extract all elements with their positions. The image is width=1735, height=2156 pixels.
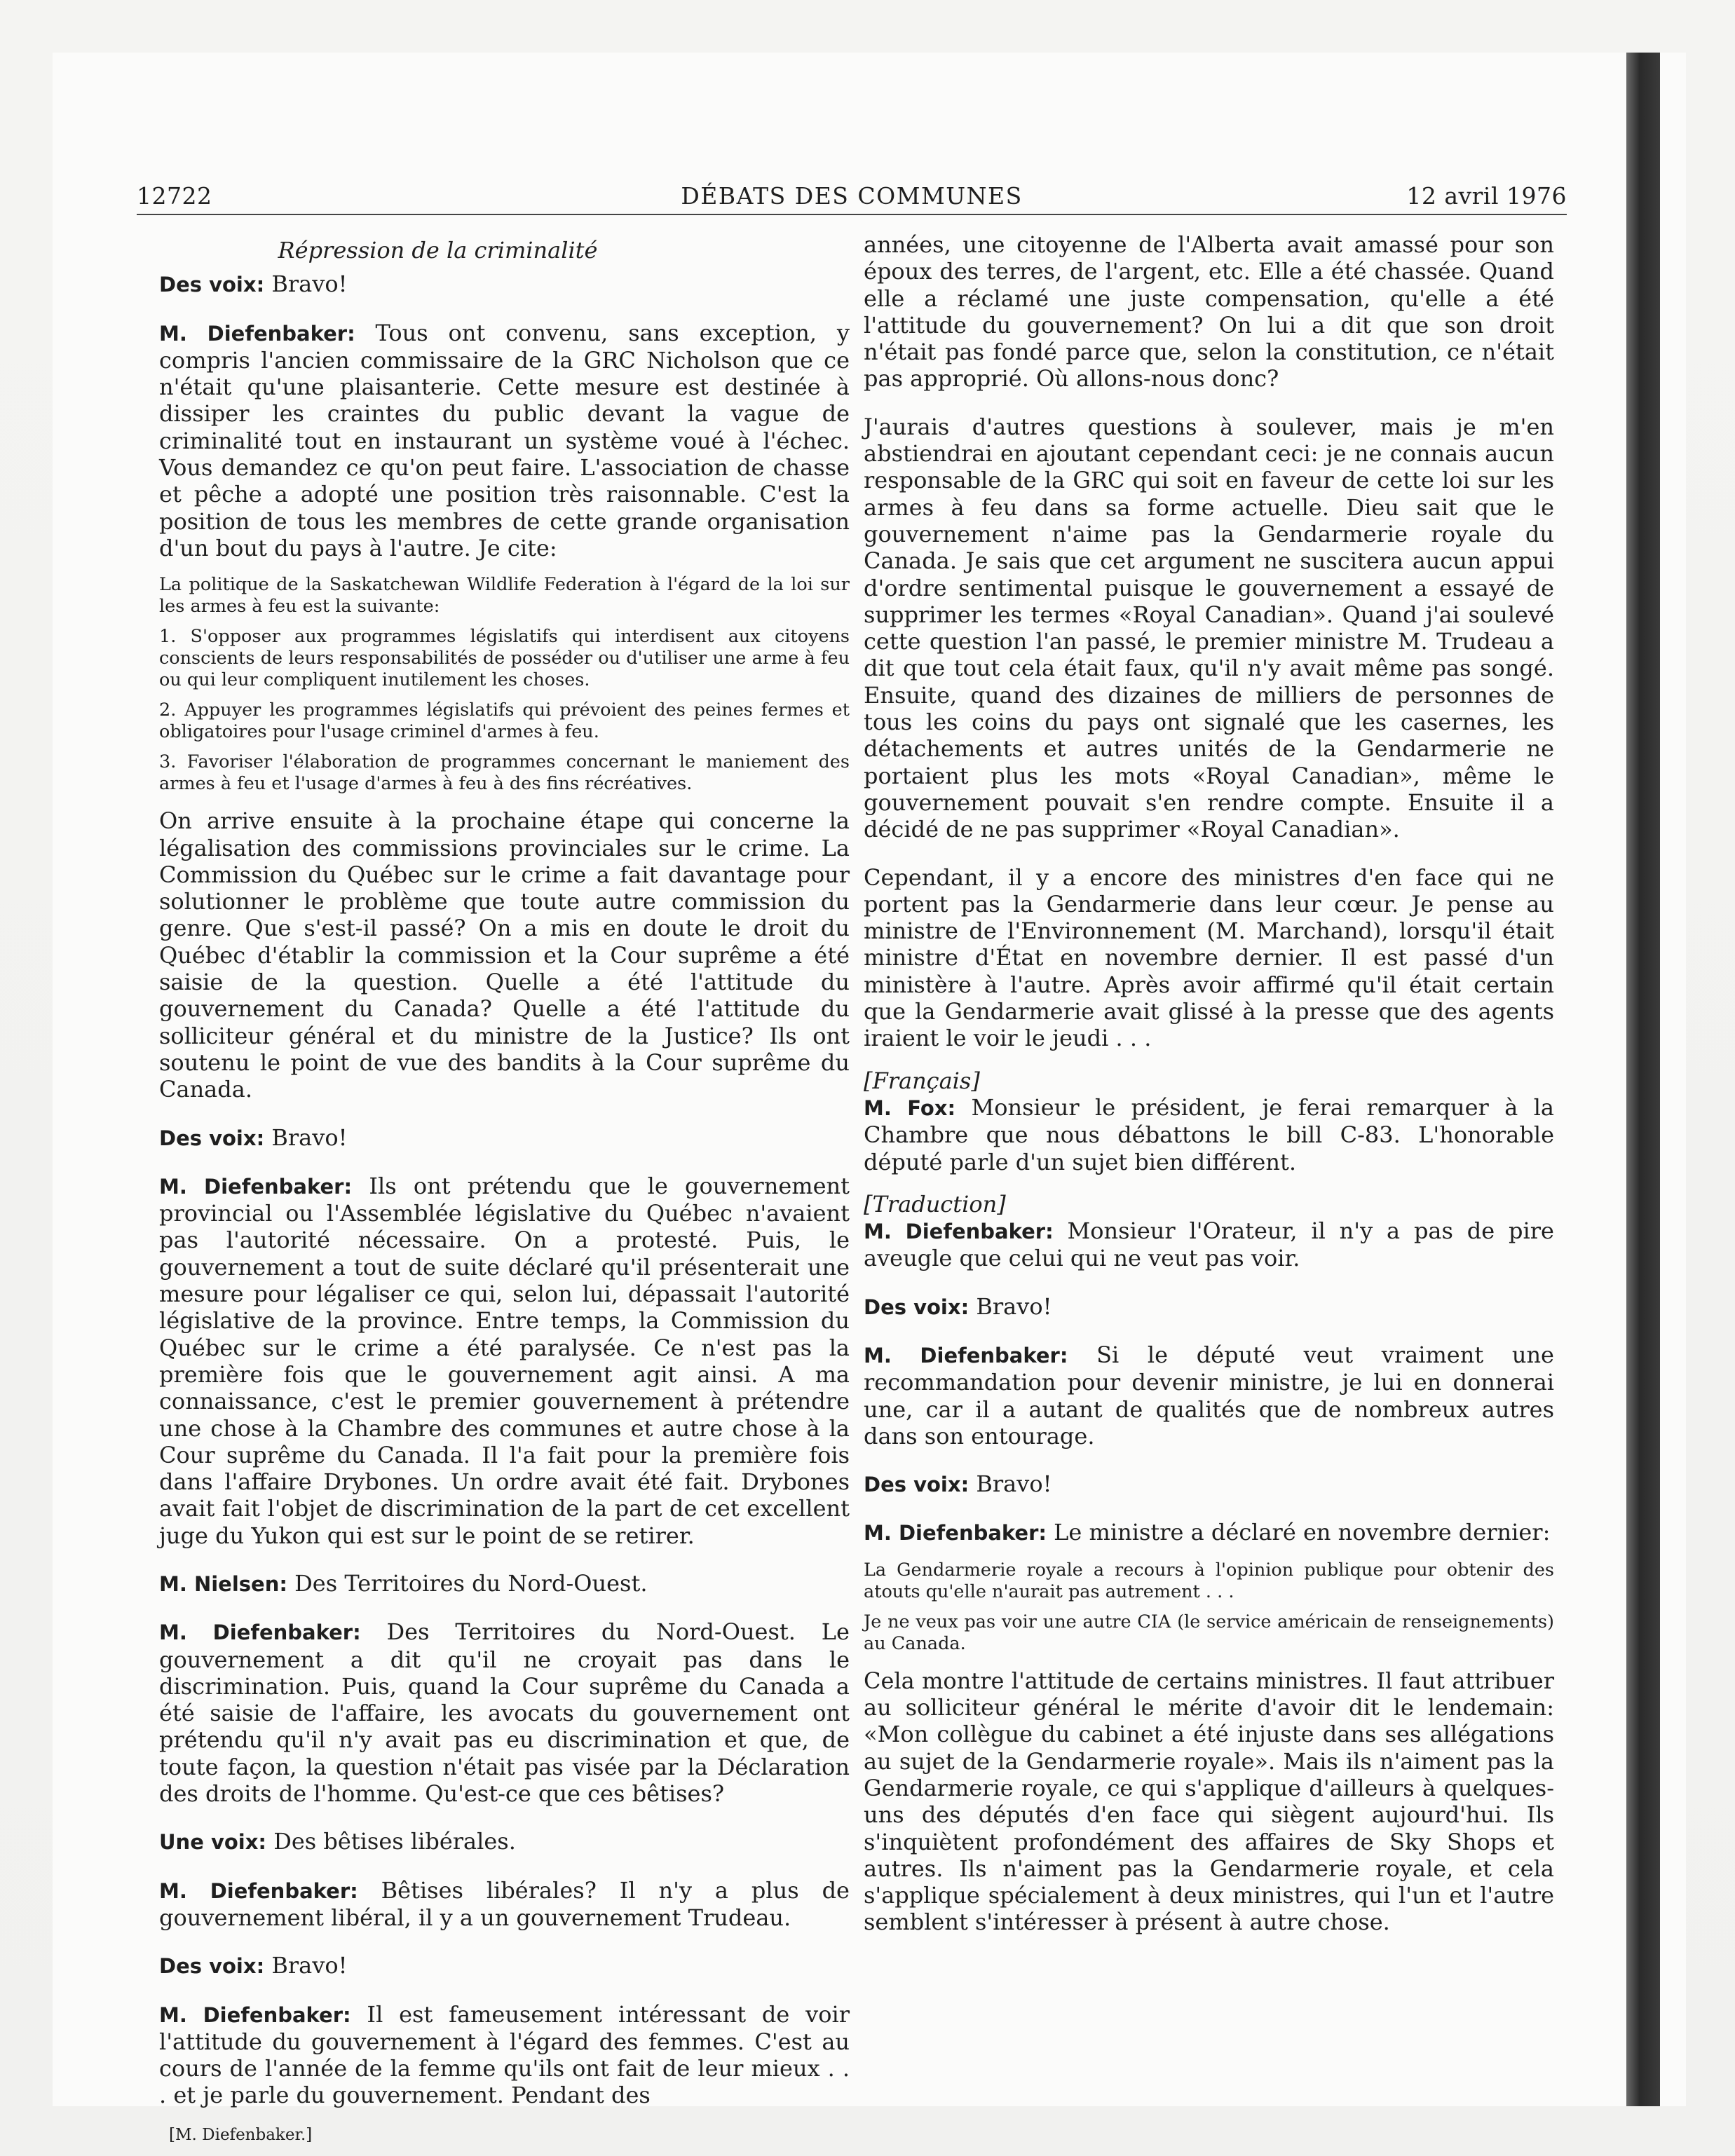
speech-text: Bravo! (264, 271, 348, 298)
speaker-continuation-ref: [M. Diefenbaker.] (169, 2125, 313, 2144)
paragraph (864, 1342, 1554, 1449)
paragraph (864, 1293, 1554, 1321)
speaker-name: M. Diefenbaker: (864, 1343, 1068, 1367)
speech-text: Des Territoires du Nord-Ouest. Le gouvernement a dit qu'il ne croyait pas dans le discrimination. Puis, quand la Cour suprême du Canada a été saisie de l'affaire, les avocats du gouvernement ont prétendu qu'il n'y avait pas eu discrimination et que, de toute façon, la question n'était pas visée par la Déclaration des droits de l'homme. Qu'est-ce que ces bêtises? (159, 1618, 850, 1808)
quote-paragraph: Je ne veux pas voir une autre CIA (le service américain de renseignements) au Canada. (864, 1611, 1554, 1654)
quote-paragraph: La politique de la Saskatchewan Wildlife Federation à l'égard de la loi sur les armes à feu est la suivante: (159, 574, 850, 618)
speech-text: Monsieur l'Orateur, il n'y a pas de pire aveugle que celui qui ne veut pas voir. (864, 1217, 1554, 1272)
speaker-name: Des voix: (864, 1473, 969, 1497)
speaker-name: M. Diefenbaker: (159, 1878, 358, 1903)
paragraph (159, 2001, 850, 2109)
paragraph (159, 1124, 850, 1152)
paragraph (864, 1519, 1554, 1546)
speaker-name: Des voix: (159, 273, 265, 297)
paragraph (159, 1618, 850, 1807)
speaker-name: Des voix: (864, 1295, 969, 1319)
paragraph: On arrive ensuite à la prochaine étape qui concerne la légalisation des commissions provinciales sur le crime. La Commission du Québec sur le crime a fait davantage pour solutionner le problème que toute autre commission du genre. Que s'est-il passé? On a mis en doute le droit du Québec d'établir la commission et la Cour suprême a été saisie de la question. Quelle a été l'attitude du gouvernement du Canada? Quelle a été l'attitude du solliciteur général et du ministre de la Justice? Ils ont soutenu le point de vue des bandits à la Cour suprême du Canada. (159, 807, 850, 1103)
speaker-name: M. Fox: (864, 1096, 956, 1120)
paragraph (159, 1570, 850, 1597)
page-number: 12722 (137, 182, 212, 210)
speech-text: Bravo! (264, 1952, 348, 1979)
paragraph (864, 1471, 1554, 1498)
page-header (137, 179, 1567, 215)
speech-text: Il est fameusement intéressant de voir l'attitude du gouvernement à l'égard des femmes. C'est au cours de l'année de la femme qu'ils ont fait de leur mieux . . . et je parle du gouvernement. Pendant des (159, 2000, 850, 2109)
paragraph: J'aurais d'autres questions à soulever, mais je m'en abstiendrai en ajoutant cependant ceci: je ne connais aucun responsable de la GRC qui soit en faveur de cette loi sur les armes à feu dans sa forme actuelle. Dieu sait que le gouvernement n'aime pas la Gendarmerie royale du Canada. Je sais que cet argument ne suscitera aucun appui d'ordre sentimental puisque le gouvernement a essayé de supprimer les termes «Royal Canadian». Quand j'ai soulevé cette question l'an passé, le premier ministre M. Trudeau a dit que tout cela était faux, qu'il n'y avait même pas songé. Ensuite, quand des dizaines de milliers de personnes de tous les coins du pays ont signalé que les casernes, les détachements et autres unités de la Gendarmerie ne portaient plus les mots «Royal Canadian», même le gouvernement pouvait s'en rendre compte. Ensuite il a décidé de ne pas supprimer «Royal Canadian». (864, 413, 1554, 843)
paragraph (864, 1094, 1554, 1175)
speaker-name: M. Diefenbaker: (159, 1174, 353, 1199)
speech-text: Ils ont prétendu que le gouvernement provincial ou l'Assemblée législative du Québec n'avaient pas l'autorité nécessaire. On a protesté. Puis, le gouvernement a tout de suite déclaré qu'il présenterait une mesure pour légaliser ce qui, selon lui, dépassait l'autorité législative de la province. Entre temps, la Commission du Québec sur le crime a été paralysée. Ce n'est pas la première fois que le gouvernement agit ainsi. A ma connaissance, c'est le premier gouvernement à prétendre une chose à la Chambre des communes et autre chose à la Cour suprême du Canada. Il l'a fait pour la première fois dans l'affaire Drybones. Un ordre avait été fait. Drybones avait fait l'objet de discrimination de la part de cet excellent juge du Yukon qui est sur le point de se retirer. (159, 1172, 850, 1549)
publication-date: 12 avril 1976 (1406, 182, 1567, 210)
speaker-name: M. Diefenbaker: (159, 321, 355, 346)
speech-text: Le ministre a déclaré en novembre dernier: (1047, 1519, 1551, 1546)
speaker-name: Des voix: (159, 1954, 265, 1979)
language-tag: [Français] (864, 1067, 980, 1094)
speaker-name: Des voix: (159, 1126, 265, 1150)
speech-text: Des bêtises libérales. (266, 1828, 516, 1855)
speech-text: Si le député veut vraiment une recommandation pour devenir ministre, je lui en donnerai une, car il a autant de qualités que de nombreux autres dans son entourage. (864, 1341, 1554, 1449)
paragraph (159, 1828, 850, 1855)
paragraph (159, 1877, 850, 1932)
section-title: Répression de la criminalité (278, 237, 598, 264)
quote-paragraph: 2. Appuyer les programmes législatifs qui prévoient des peines fermes et obligatoires pour l'usage criminel d'armes à feu. (159, 700, 850, 743)
paragraph (159, 271, 850, 298)
paragraph (864, 1217, 1554, 1272)
speech-text: Des Territoires du Nord-Ouest. (287, 1569, 648, 1597)
paragraph (159, 1952, 850, 1979)
paragraph: Cela montre l'attitude de certains ministres. Il faut attribuer au solliciteur général le mérite d'avoir dit le lendemain: «Mon collègue du cabinet a été injuste dans ses allégations au sujet de la Gendarmerie royale». Mais ils n'aiment pas la Gendarmerie royale, ce qui s'applique d'ailleurs à quelques-uns des députés d'en face qui siègent aujourd'hui. Ils s'inquiètent profondément des affaires de Sky Shops et autres. Ils n'aiment pas la Gendarmerie royale, et cela s'applique spécialement à deux ministres, qui l'un et l'autre semblent s'intéresser à présent à autre chose. (864, 1667, 1554, 1936)
publication-title: DÉBATS DES COMMUNES (681, 182, 1023, 210)
quote-paragraph: 1. S'opposer aux programmes législatifs qui interdisent aux citoyens conscients de leurs responsabilités de posséder ou d'utiliser une arme à feu ou qui leur compliquent inutilement les choses. (159, 626, 850, 691)
speaker-name: M. Diefenbaker: (159, 2003, 351, 2027)
speaker-name: Une voix: (159, 1830, 267, 1855)
paragraph: années, une citoyenne de l'Alberta avait amassé pour son époux des terres, de l'argent, etc. Elle a été chassée. Quand elle a réclamé une juste compensation, qu'elle a été l'attitude du gouvernement? On lui a dit que son droit n'était pas fondé parce que, selon la constitution, ce n'était pas approprié. Où allons-nous donc? (864, 231, 1554, 393)
paragraph (159, 320, 850, 562)
speech-text: Bravo! (264, 1124, 348, 1151)
quote-paragraph: 3. Favoriser l'élaboration de programmes concernant le maniement des armes à feu et l'usage d'armes à feu à des fins récréatives. (159, 751, 850, 795)
speech-text: Bravo! (969, 1292, 1052, 1320)
speaker-name: M. Nielsen: (159, 1571, 287, 1596)
binding-edge (1626, 53, 1660, 2106)
speech-text: Monsieur le président, je ferai remarquer à la Chambre que nous débattons le bill C-83. L'honorable député parle d'un sujet bien différent. (864, 1093, 1554, 1175)
speaker-name: M. Diefenbaker: (864, 1220, 1054, 1244)
speaker-name: M. Diefenbaker: (159, 1621, 361, 1645)
speech-text: Bêtises libérales? Il n'y a plus de gouvernement libéral, il y a un gouvernement Trudeau. (159, 1876, 850, 1931)
block-quote (864, 1560, 1554, 1655)
right-column (864, 231, 1554, 1936)
speaker-name: M. Diefenbaker: (864, 1521, 1047, 1546)
speech-text: Tous ont convenu, sans exception, y compris l'ancien commissaire de la GRC Nicholson que ce n'était qu'une plaisanterie. Cette mesure est destinée à dissiper les craintes du public devant la vague de criminalité tout en instaurant un système voué à l'échec. Vous demandez ce qu'on peut faire. L'association de chasse et pêche a adopté une position très raisonnable. C'est la position de tous les membres de cette grande organisation d'un bout du pays à l'autre. Je cite: (159, 319, 850, 561)
paragraph: Cependant, il y a encore des ministres d'en face qui ne portent pas la Gendarmerie dans leur cœur. Je pense au ministre de l'Environnement (M. Marchand), lorsqu'il était ministre d'État en novembre dernier. Il est passé d'un ministère à l'autre. Après avoir affirmé qu'il était certain que la Gendarmerie avait glissé à la presse que des agents iraient le voir le jeudi . . . (864, 864, 1554, 1052)
paragraph (159, 1173, 850, 1549)
block-quote (159, 574, 850, 795)
language-tag: [Traduction] (864, 1190, 1006, 1217)
left-column (159, 231, 850, 2148)
quote-paragraph: La Gendarmerie royale a recours à l'opinion publique pour obtenir des atouts qu'elle n'aurait pas autrement . . . (864, 1559, 1554, 1602)
speech-text: Bravo! (969, 1471, 1052, 1498)
